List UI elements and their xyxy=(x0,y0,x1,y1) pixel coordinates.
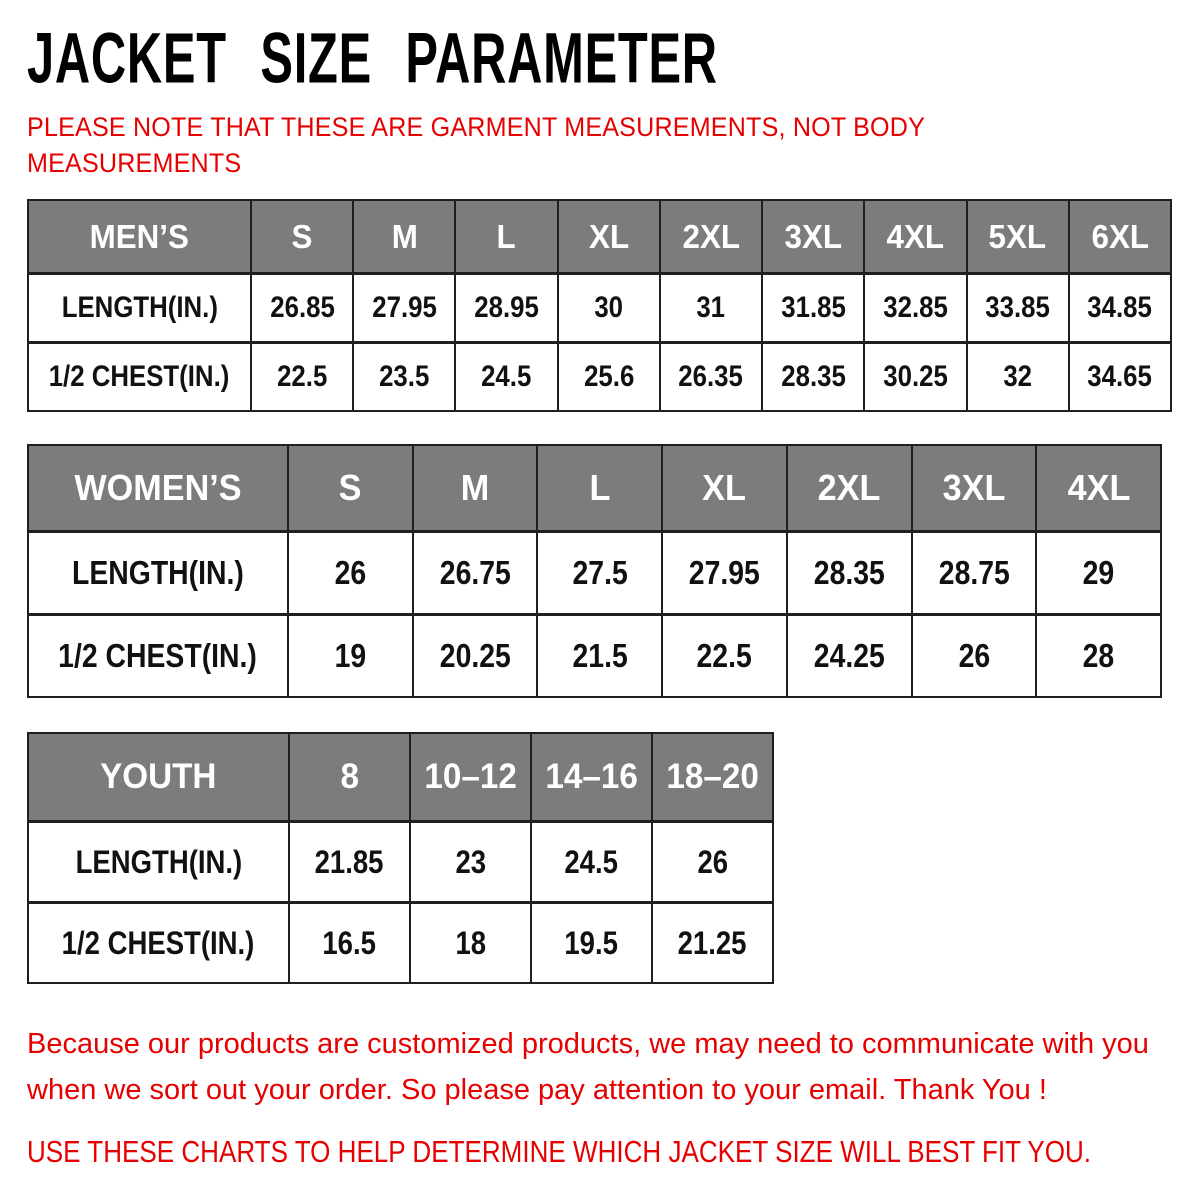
value-cell xyxy=(537,615,662,698)
header-label: 14–16 xyxy=(545,757,638,797)
value-cell xyxy=(652,822,773,903)
size-column-header-cell xyxy=(455,200,557,274)
value-cell xyxy=(864,274,966,343)
value-cell xyxy=(413,532,538,615)
value-cell xyxy=(1069,274,1171,343)
value-cell xyxy=(455,274,557,343)
size-column-header-cell xyxy=(288,445,413,532)
size-column-header-cell xyxy=(967,200,1069,274)
value-cell xyxy=(662,532,787,615)
measurement-value: 34.65 xyxy=(1087,360,1153,394)
header-label: M xyxy=(391,217,418,255)
value-cell xyxy=(912,615,1037,698)
table-row xyxy=(28,903,773,984)
table-group-title-cell xyxy=(28,445,288,532)
size-column-header-cell xyxy=(251,200,353,274)
size-column-header-cell xyxy=(410,733,531,822)
size-column-header-cell xyxy=(1069,200,1171,274)
value-cell xyxy=(289,822,410,903)
measurement-value: 24.5 xyxy=(564,843,619,880)
header-label: M xyxy=(460,467,490,509)
value-cell xyxy=(558,274,660,343)
size-column-header-cell xyxy=(1036,445,1161,532)
value-cell xyxy=(288,615,413,698)
size-column-header-cell xyxy=(864,200,966,274)
measurement-value: 32.85 xyxy=(883,291,948,325)
table-row xyxy=(28,822,773,903)
measurement-value: 21.25 xyxy=(678,924,747,961)
value-cell xyxy=(289,903,410,984)
value-cell xyxy=(455,343,557,412)
value-cell xyxy=(353,343,455,412)
value-cell xyxy=(537,532,662,615)
value-cell xyxy=(652,903,773,984)
measurement-value: 28.35 xyxy=(780,360,846,394)
value-cell xyxy=(558,343,660,412)
measurement-value: 31.85 xyxy=(780,291,846,325)
measurement-value: 22.5 xyxy=(276,360,328,394)
value-cell xyxy=(662,615,787,698)
header-label: 2XL xyxy=(682,217,740,255)
row-label: LENGTH(IN.) xyxy=(61,291,218,325)
measurement-value: 20.25 xyxy=(439,637,511,675)
header-label: 5XL xyxy=(988,217,1047,255)
header-label: L xyxy=(589,467,611,509)
row-label: 1/2 CHEST(IN.) xyxy=(62,924,255,961)
value-cell xyxy=(531,822,652,903)
size-column-header-cell xyxy=(289,733,410,822)
value-cell xyxy=(1069,343,1171,412)
value-cell xyxy=(251,274,353,343)
header-label: 6XL xyxy=(1091,217,1149,255)
measurement-value: 26.85 xyxy=(269,291,335,325)
measurement-value: 18 xyxy=(455,924,486,961)
header-label: 2XL xyxy=(817,467,881,509)
measurement-value: 34.85 xyxy=(1087,291,1153,325)
measurement-value: 30 xyxy=(594,291,624,325)
customization-notice: Because our products are customized products, we may need to communicate with you when we sort out your order. So please pay attention to your email. Thank You ! xyxy=(27,1028,1149,1107)
mens-size-table xyxy=(27,199,1172,412)
measurement-value: 19.5 xyxy=(564,924,619,961)
header-label: MEN’S xyxy=(89,217,190,255)
value-cell xyxy=(353,274,455,343)
measurement-value: 24.5 xyxy=(481,360,532,394)
header-label: 3XL xyxy=(784,217,842,255)
measurement-value: 26 xyxy=(958,637,990,675)
measurement-value: 31 xyxy=(696,291,726,325)
row-label-cell xyxy=(28,343,251,412)
value-cell xyxy=(762,274,864,343)
size-column-header-cell xyxy=(353,200,455,274)
value-cell xyxy=(787,532,912,615)
measurement-value: 25.6 xyxy=(583,360,634,394)
youth-size-table xyxy=(27,732,774,984)
table-row xyxy=(28,343,1171,412)
measurement-value: 24.25 xyxy=(813,637,885,675)
header-label: 8 xyxy=(340,757,359,797)
measurement-value: 28 xyxy=(1082,637,1115,675)
womens-size-table xyxy=(27,444,1162,698)
header-label: YOUTH xyxy=(100,757,217,797)
measurement-value: 30.25 xyxy=(883,360,948,394)
size-column-header-cell xyxy=(537,445,662,532)
garment-measurement-note: PLEASE NOTE THAT THESE ARE GARMENT MEASUREMENTS, NOT BODY MEASUREMENTS xyxy=(27,112,925,178)
page-title: JACKET SIZE PARAMETER xyxy=(27,17,718,98)
header-label: 10–12 xyxy=(424,757,517,797)
value-cell xyxy=(410,822,531,903)
row-label: LENGTH(IN.) xyxy=(75,843,242,880)
measurement-value: 26.35 xyxy=(678,360,744,394)
table-row xyxy=(28,274,1171,343)
size-column-header-cell xyxy=(531,733,652,822)
value-cell xyxy=(762,343,864,412)
measurement-value: 28.75 xyxy=(938,554,1010,592)
measurement-value: 23 xyxy=(455,843,486,880)
header-row xyxy=(28,200,1171,274)
table-group-title-cell xyxy=(28,200,251,274)
header-label: XL xyxy=(588,217,629,255)
size-column-header-cell xyxy=(652,733,773,822)
row-label: LENGTH(IN.) xyxy=(72,554,244,592)
measurement-value: 21.5 xyxy=(572,637,628,675)
table-row xyxy=(28,532,1161,615)
measurement-value: 27.95 xyxy=(688,554,760,592)
value-cell xyxy=(660,274,762,343)
header-label: L xyxy=(496,217,517,255)
row-label-cell xyxy=(28,615,288,698)
value-cell xyxy=(410,903,531,984)
measurement-value: 27.5 xyxy=(572,554,628,592)
header-label: WOMEN’S xyxy=(74,467,242,509)
measurement-value: 16.5 xyxy=(322,924,377,961)
measurement-value: 26 xyxy=(697,843,728,880)
value-cell xyxy=(288,532,413,615)
value-cell xyxy=(967,343,1069,412)
header-row xyxy=(28,445,1161,532)
value-cell xyxy=(864,343,966,412)
value-cell xyxy=(251,343,353,412)
measurement-value: 23.5 xyxy=(379,360,430,394)
measurement-value: 26.75 xyxy=(439,554,511,592)
value-cell xyxy=(1036,615,1161,698)
measurement-value: 22.5 xyxy=(696,637,753,675)
measurement-value: 28.95 xyxy=(474,291,539,325)
header-label: 4XL xyxy=(1067,467,1130,509)
value-cell xyxy=(531,903,652,984)
row-label-cell xyxy=(28,822,289,903)
header-label: S xyxy=(291,217,313,255)
header-label: 18–20 xyxy=(666,757,759,797)
row-label-cell xyxy=(28,903,289,984)
row-label: 1/2 CHEST(IN.) xyxy=(49,360,230,394)
measurement-value: 33.85 xyxy=(985,291,1050,325)
value-cell xyxy=(787,615,912,698)
header-row xyxy=(28,733,773,822)
value-cell xyxy=(967,274,1069,343)
value-cell xyxy=(912,532,1037,615)
value-cell xyxy=(660,343,762,412)
measurement-value: 26 xyxy=(334,554,367,592)
chart-usage-note: USE THESE CHARTS TO HELP DETERMINE WHICH JACKET SIZE WILL BEST FIT YOU. xyxy=(27,1133,1092,1169)
size-column-header-cell xyxy=(660,200,762,274)
header-label: S xyxy=(338,467,362,509)
row-label-cell xyxy=(28,532,288,615)
value-cell xyxy=(1036,532,1161,615)
header-label: 3XL xyxy=(942,467,1006,509)
header-label: 4XL xyxy=(886,217,945,255)
measurement-value: 28.35 xyxy=(813,554,885,592)
size-column-header-cell xyxy=(662,445,787,532)
table-group-title-cell xyxy=(28,733,289,822)
table-row xyxy=(28,615,1161,698)
size-column-header-cell xyxy=(787,445,912,532)
measurement-value: 27.95 xyxy=(372,291,437,325)
value-cell xyxy=(413,615,538,698)
size-column-header-cell xyxy=(762,200,864,274)
size-column-header-cell xyxy=(413,445,538,532)
row-label: 1/2 CHEST(IN.) xyxy=(58,637,258,675)
row-label-cell xyxy=(28,274,251,343)
measurement-value: 21.85 xyxy=(315,843,384,880)
measurement-value: 32 xyxy=(1003,360,1032,394)
measurement-value: 19 xyxy=(334,637,367,675)
size-column-header-cell xyxy=(912,445,1037,532)
measurement-value: 29 xyxy=(1082,554,1115,592)
header-label: XL xyxy=(702,467,747,509)
size-column-header-cell xyxy=(558,200,660,274)
